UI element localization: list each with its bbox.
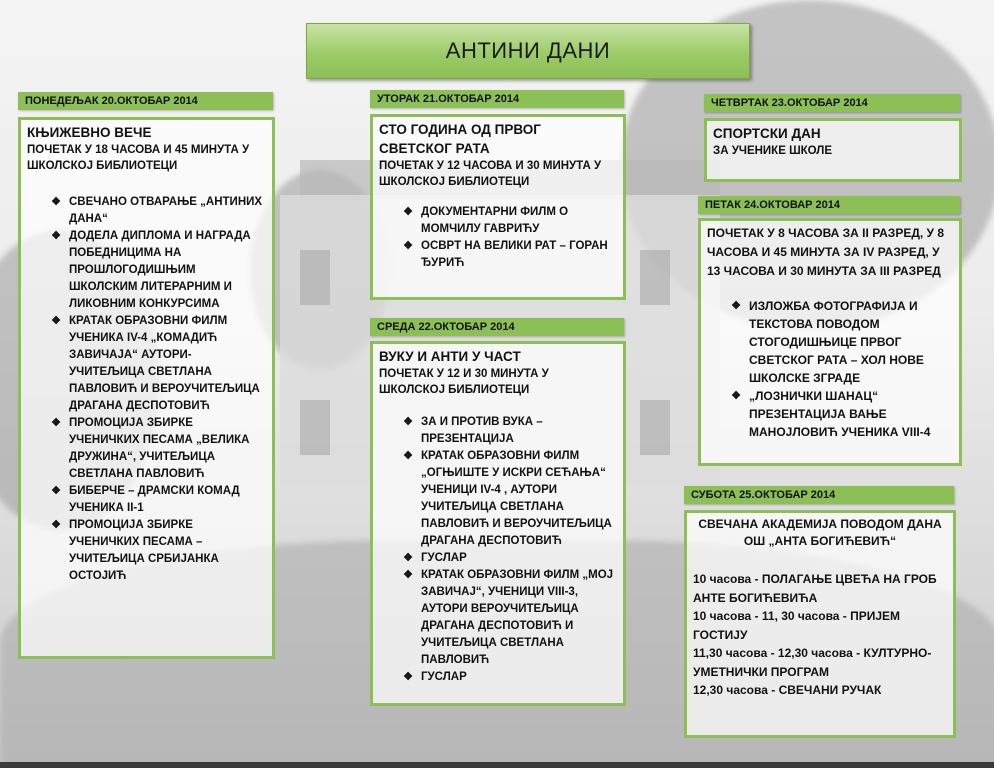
monday-card <box>18 117 275 659</box>
list-item: ❖ КРАТАК ОБРАЗОВНИ ФИЛМ „МОЈ ЗАВИЧАЈ“, УЧЕНИЦИ VIII-3, АУТОРИ ВЕРОУЧИТЕЉИЦА ДРАГАНА ДЕСПОТОВИЋ И УЧИТЕЉИЦА СВЕТЛАНА ПАВЛОВИЋ <box>401 567 617 669</box>
schedule-row: 10 часова - 11, 30 часова - ПРИЈЕМ ГОСТИЈУ <box>693 609 901 642</box>
thursday-card <box>704 118 962 182</box>
list-item: ❖ БИБЕРЧЕ – ДРАМСКИ КОМАД УЧЕНИКА II-1 <box>49 483 266 517</box>
tuesday-card <box>370 114 626 300</box>
bullet-icon: ❖ <box>51 315 61 327</box>
bullet-icon: ❖ <box>403 240 413 252</box>
schedule-row: 10 часова - ПОЛАГАЊЕ ЦВЕЋА НА ГРОБ АНТЕ БОГИЋЕВИЋА <box>693 572 937 605</box>
thursday-time: ЗА УЧЕНИКЕ ШКОЛЕ <box>713 145 833 157</box>
wednesday-header: СРЕДА 22.ОКТОБАР 2014 <box>370 318 624 336</box>
list-item: ❖ КРАТАК ОБРАЗОВНИ ФИЛМ УЧЕНИКА IV-4 „КОМАДИЋ ЗАВИЧАЈА“ АУТОРИ- УЧИТЕЉИЦА СВЕТЛАНА ПАВЛОВИЋ И ВЕРОУЧИТЕЉИЦА ДРАГАНА ДЕСПОТОВИЋ <box>49 313 266 415</box>
list-item: ❖ ДОДЕЛА ДИПЛОМА И НАГРАДА ПОБЕДНИЦИМА НА ПРОШЛОГОДИШЊИМ ШКОЛСКИМ ЛИТЕРАРНИМ И ЛИКОВНИМ КОНКУРСИМА <box>49 228 266 313</box>
bullet-icon: ❖ <box>731 300 741 312</box>
tuesday-item-list <box>379 204 617 272</box>
list-item: ❖ ГУСЛАР <box>401 669 617 686</box>
friday-card <box>698 218 962 466</box>
saturday-schedule <box>693 570 947 700</box>
monday-event-title: КЊИЖЕВНО ВЕЧЕ <box>27 125 152 140</box>
page-title: АНТИНИ ДАНИ <box>306 23 750 79</box>
bullet-icon: ❖ <box>51 230 61 242</box>
bullet-icon: ❖ <box>51 519 61 531</box>
monday-time: ПОЧЕТАК У 18 ЧАСОВА И 45 МИНУТА У ШКОЛСКОЈ БИБЛИОТЕЦИ <box>27 144 250 172</box>
list-item: ❖ „ЛОЗНИЧКИ ШАНАЦ“ ПРЕЗЕНТАЦИЈА ВАЊЕ МАНОЈЛОВИЋ УЧЕНИКА VIII-4 <box>729 387 953 441</box>
schedule-row: 11,30 часова - 12,30 часова - КУЛТУРНО-УМЕТНИЧКИ ПРОГРАМ <box>693 646 932 679</box>
saturday-school: ОШ „АНТА БОГИЋЕВИЋ“ <box>743 534 897 548</box>
list-item: ❖ КРАТАК ОБРАЗОВНИ ФИЛМ „ОГЊИШТЕ У ИСКРИ СЕЋАЊА“ УЧЕНИЦИ IV-4 , АУТОРИ УЧИТЕЉИЦА СВЕТЛАНА ПАВЛОВИЋ И ВЕРОУЧИТЕЉИЦА ДРАГАНА ДЕСПОТОВИЋ <box>401 448 617 550</box>
bullet-icon: ❖ <box>403 206 413 218</box>
list-item: ❖ ДОКУМЕНТАРНИ ФИЛМ О МОМЧИЛУ ГАВРИЋУ <box>401 204 617 238</box>
list-item: ❖ ГУСЛАР <box>401 550 617 567</box>
list-item: ❖ ПРОМОЦИЈА ЗБИРКЕ УЧЕНИЧКИХ ПЕСАМА – УЧИТЕЉИЦА СРБИЈАНКА ОСТОЈИЋ <box>49 517 266 585</box>
friday-time: ПОЧЕТАК У 8 ЧАСОВА ЗА II РАЗРЕД, У 8 ЧАСОВА И 45 МИНУТА ЗА IV РАЗРЕД, У 13 ЧАСОВА И 30 МИНУТА ЗА III РАЗРЕД <box>707 226 945 278</box>
wednesday-card <box>370 341 626 706</box>
bullet-icon: ❖ <box>403 450 413 462</box>
saturday-header: СУБОТА 25.ОКТОБАР 2014 <box>684 486 954 504</box>
wednesday-time: ПОЧЕТАК У 12 И 30 МИНУТА У ШКОЛСКОЈ БИБЛИОТЕЦИ <box>379 368 549 396</box>
monday-header: ПОНЕДЕЉАК 20.ОКТОБАР 2014 <box>18 92 273 110</box>
friday-item-list <box>707 297 953 441</box>
bullet-icon: ❖ <box>403 671 413 683</box>
bullet-icon: ❖ <box>403 416 413 428</box>
list-item: ❖ ИЗЛОЖБА ФОТОГРАФИЈА И ТЕКСТОВА ПОВОДОМ СТОГОДИШЊИЦЕ ПРВОГ СВЕТСКОГ РАТА – ХОЛ НОВЕ ШКОЛСКЕ ЗГРАДЕ <box>729 297 953 387</box>
friday-header: ПЕТАК 24.ОКТОВАР 2014 <box>698 196 960 214</box>
bullet-icon: ❖ <box>51 485 61 497</box>
list-item: ❖ ПРОМОЦИЈА ЗБИРКЕ УЧЕНИЧКИХ ПЕСАМА „ВЕЛИКА ДРУЖИНА“, УЧИТЕЉИЦА СВЕТЛАНА ПАВЛОВИЋ <box>49 415 266 483</box>
saturday-event-title: СВЕЧАНА АКАДЕМИЈА ПОВОДОМ ДАНА <box>698 517 942 531</box>
bullet-icon: ❖ <box>403 569 413 581</box>
list-item: ❖ СВЕЧАНО ОТВАРАЊЕ „АНТИНИХ ДАНА“ <box>49 194 266 228</box>
thursday-event-title: СПОРТСКИ ДАН <box>713 126 821 141</box>
wednesday-item-list <box>379 414 617 686</box>
saturday-card <box>684 510 956 738</box>
bullet-icon: ❖ <box>51 196 61 208</box>
bullet-icon: ❖ <box>403 552 413 564</box>
list-item: ❖ ЗА И ПРОТИВ ВУКА – ПРЕЗЕНТАЦИЈА <box>401 414 617 448</box>
tuesday-header: УТОРАК 21.ОКТОБАР 2014 <box>370 90 624 108</box>
wednesday-event-title: ВУКУ И АНТИ У ЧАСТ <box>379 349 521 364</box>
schedule-row: 12,30 часова - СВЕЧАНИ РУЧАК <box>693 683 882 697</box>
list-item: ❖ ОСВРТ НА ВЕЛИКИ РАТ – ГОРАН ЂУРИЋ <box>401 238 617 272</box>
monday-item-list <box>27 194 266 585</box>
bottom-bar <box>0 762 994 768</box>
thursday-header: ЧЕТВРТАК 23.ОКТОБАР 2014 <box>704 94 960 112</box>
tuesday-event-title: СТО ГОДИНА ОД ПРВОГ СВЕТСКОГ РАТА <box>379 122 541 156</box>
tuesday-time: ПОЧЕТАК У 12 ЧАСОВА И 30 МИНУТА У ШКОЛСКОЈ БИБЛИОТЕЦИ <box>379 160 602 188</box>
bullet-icon: ❖ <box>51 417 61 429</box>
bullet-icon: ❖ <box>731 390 741 402</box>
